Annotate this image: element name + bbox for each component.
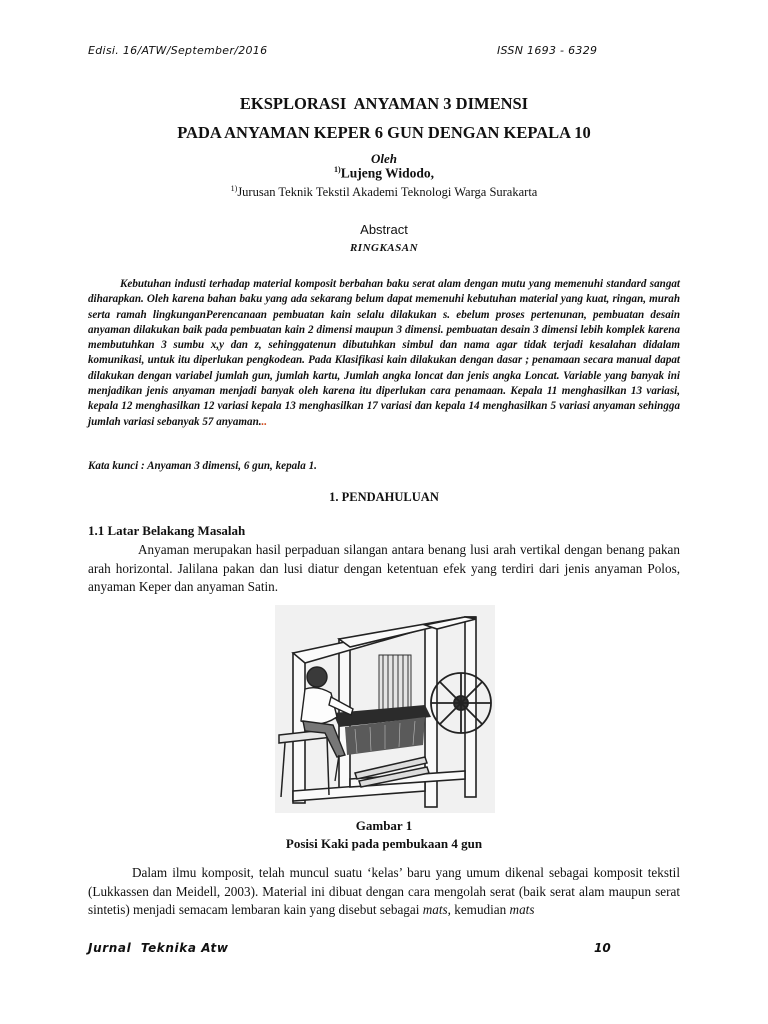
paragraph-komposit-text-a: Dalam ilmu komposit, telah muncul suatu ‘kelas’ baru yang umum dikenal sebagai komposit tekstil (Lukkassen dan Meidell, 2003). Material ini dibuat dengan cara mengolah serat (baik serat alam maupun serat sintetis) menjadi semacam lembaran kain yang disebut sebagai [88,865,680,917]
author-name [0,165,768,182]
affiliation-text: Jurusan Teknik Tekstil Akademi Teknologi Warga Surakarta [237,185,538,200]
section-heading-pendahuluan: 1. PENDAHULUAN [329,490,439,504]
paper-title-line-1: EKSPLORASI ANYAMAN 3 DIMENSI [239,94,529,113]
figure-caption-title: Posisi Kaki pada pembukaan 4 gun [285,836,483,851]
paragraph-anyaman: Anyaman merupakan hasil perpaduan silangan antara benang lusi arah vertikal dengan benang pakan arah horizontal. Jalilana pakan dan lusi diatur dengan ketentuan efek yang terdiri dari jenis anyaman Polos, anyaman Keper dan anyaman Satin. [88,542,680,594]
author-superscript: 1) [334,165,341,174]
paper-title-line-2: PADA ANYAMAN KEPER 6 GUN DENGAN KEPALA 10 [177,123,591,142]
running-header-edition: Edisi. 16/ATW/September/2016 [88,44,268,57]
paragraph-komposit [88,864,680,920]
footer-journal-name: Jurnal Teknika Atw [88,941,229,955]
paragraph-komposit-text-b: , kemudian [447,902,510,917]
term-mats: mats [422,902,448,917]
author-text: Lujeng Widodo, [340,165,434,181]
abstract-text: Kebutuhan industi terhadap material komposit berbahan baku serat alam dengan mutu yang memenuhi standard sangat diharapkan. Oleh karena bahan baku yang ada sekarang belum dapat memenuhi kebutuhan material yang kuat, ringan, murah serta ramah lingkunganPerencanaan pembuatan kain selalu dilakukan s. ebelum proses pertenunan, pembuatan desain anyaman dilakukan baik pada pembuatan kain 2 dimensi maupun 3 dimensi. pembuatan desain 3 dimensi lebih komplek karena membutuhkan 3 sumbu x,y dan z, sehinggatenun dibutuhkan simbul dan nama agar tidak terjadi kesalahan didalam komunikasi, untuk itu diperlukan pengkodean. Pada Klasifikasi kain dilakukan dengan dasar ; penamaan secara manual dapat dilakukan dengan variabel jumlah gun, jumlah kartu, Jumlah angka loncat dan jenis angka Loncat. Variable yang banyak ini menjadikan jenis anyaman menjadi banyak oleh karena itu diperlukan cara penamaan. Kepala 11 menghasilkan 13 variasi, kepala 12 menghasilkan 12 variasi kepala 13 menghasilkan 17 variasi dan kepala 14 menghasilkan 5 variasi anyaman sehingga jumlah variasi sebanyak 57 anyaman. [88,278,680,428]
term-mats-2: mats [509,902,535,917]
abstract-body [88,277,680,430]
running-header-issn: ISSN 1693 - 6329 [497,44,598,57]
byline-oleh: Oleh [371,151,397,166]
abstract-trailing-dots: .. [261,415,268,428]
subsection-heading-latar-belakang: 1.1 Latar Belakang Masalah [88,523,246,538]
loom-illustration [275,605,495,813]
abstract-heading: Abstract [360,222,408,237]
figure-caption-label: Gambar 1 [355,818,413,833]
author-affiliation [0,184,768,200]
keywords: Kata kunci : Anyaman 3 dimensi, 6 gun, kepala 1. [88,460,317,472]
affiliation-superscript: 1) [230,184,238,193]
page-number: 10 [594,941,611,955]
ringkasan-heading: RINGKASAN [349,242,419,254]
